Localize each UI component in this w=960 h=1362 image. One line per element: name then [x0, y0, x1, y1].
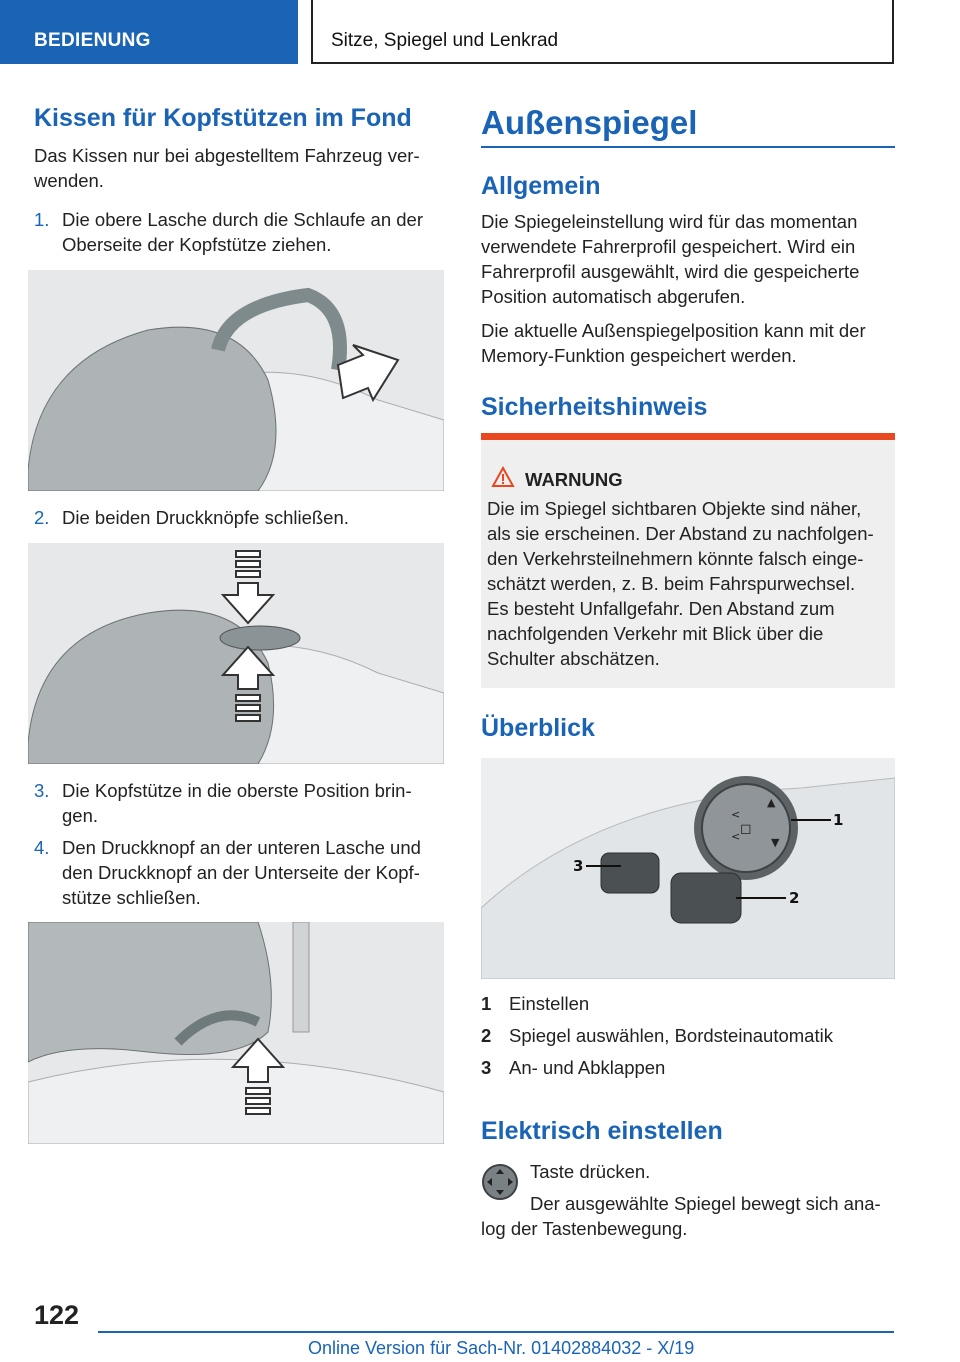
step-4-line-2: den Druckknopf an der Unterseite der Kopf- [62, 862, 420, 883]
callout-2: 2 [789, 889, 800, 907]
allgemein-p2-line-2: Memory-Funktion gespeichert werden. [481, 345, 797, 366]
svg-text:<: < [731, 808, 741, 821]
headrest-illustration-1 [28, 270, 444, 491]
step-3-line-2: gen. [62, 805, 99, 826]
step-4-line-3: stütze schließen. [62, 887, 201, 908]
footer-online-version: Online Version für Sach-Nr. 01402884032 - X/19 [308, 1338, 695, 1358]
elektrisch-line-2: Der ausgewählte Spiegel bewegt sich ana- [530, 1193, 881, 1214]
allgemein-p2-line-1: Die aktuelle Außenspiegelposition kann mit der [481, 320, 866, 341]
allgemein-title: Allgemein [481, 172, 601, 200]
allgemein-p1-line-1: Die Spiegeleinstellung wird für das momentan [481, 211, 858, 232]
allgemein-p1-line-3: Fahrerprofil ausgewählt, wird die gespeicherte [481, 261, 860, 282]
svg-text:◻: ◻ [740, 821, 752, 837]
headrest-illustration-2 [28, 543, 444, 764]
warning-line-3: den Verkehrsteilnehmern könnte falsch einge- [487, 548, 864, 569]
step-2-number: 2. [34, 507, 50, 528]
elektrisch-line-1: Taste drücken. [530, 1161, 651, 1182]
page-number: 122 [34, 1300, 80, 1330]
allgemein-p1-line-2: verwendete Fahrerprofil gespeichert. Wird ein [481, 236, 856, 257]
header-section-tab [0, 0, 298, 64]
mirror-adjust-button-icon [481, 1163, 519, 1201]
mirror-controls-illustration [481, 758, 895, 979]
step-3-line-1: Die Kopfstütze in die oberste Position brin- [62, 780, 412, 801]
step-4-number: 4. [34, 837, 50, 858]
warning-line-4: schätzt werden, z. B. beim Fahrspurwechsel. [487, 573, 856, 594]
callout-1: 1 [833, 811, 844, 829]
legend-text-3: An- und Abklappen [509, 1057, 666, 1078]
callout-3: 3 [573, 857, 584, 875]
warning-line-6: nachfolgenden Verkehr mit Blick über die [487, 623, 824, 644]
step-1-line-2: Oberseite der Kopfstütze ziehen. [62, 234, 332, 255]
allgemein-p1-line-4: Position automatisch abgerufen. [481, 286, 746, 307]
step-3-number: 3. [34, 780, 50, 801]
legend-num-3: 3 [481, 1057, 492, 1078]
warning-line-2: als sie erscheinen. Der Abstand zu nachfolgen- [487, 523, 874, 544]
step-1-number: 1. [34, 209, 50, 230]
legend-text-1: Einstellen [509, 993, 590, 1014]
warning-line-1: Die im Spiegel sichtbaren Objekte sind näher, [487, 498, 862, 519]
right-heading: Außenspiegel [481, 104, 698, 141]
warning-line-7: Schulter abschätzen. [487, 648, 660, 669]
ueberblick-title: Überblick [481, 714, 595, 742]
svg-text:<: < [731, 830, 741, 843]
svg-text:▲: ▲ [767, 796, 776, 809]
intro-line-2: wenden. [34, 170, 104, 191]
step-4-line-1: Den Druckknopf an der unteren Lasche und [62, 837, 421, 858]
warning-box [481, 433, 895, 688]
legend-num-2: 2 [481, 1025, 492, 1046]
header-title: Sitze, Spiegel und Lenkrad [331, 30, 559, 51]
warning-label: WARNUNG [525, 469, 623, 490]
warning-line-5: Es besteht Unfallgefahr. Den Abstand zum [487, 598, 835, 619]
elektrisch-line-3: log der Tastenbewegung. [481, 1218, 688, 1239]
step-2-line-1: Die beiden Druckknöpfe schließen. [62, 507, 349, 528]
intro-line-1: Das Kissen nur bei abgestelltem Fahrzeug ver- [34, 145, 420, 166]
headrest-image-2 [28, 543, 444, 764]
step-1-line-1: Die obere Lasche durch die Schlaufe an der [62, 209, 423, 230]
headrest-image-1 [28, 270, 444, 491]
warning-triangle-icon [491, 466, 515, 488]
header-title-box [311, 0, 894, 64]
legend-text-2: Spiegel auswählen, Bordsteinautomatik [509, 1025, 833, 1046]
elektrisch-title: Elektrisch einstellen [481, 1117, 723, 1145]
sicherheit-title: Sicherheitshinweis [481, 393, 708, 421]
svg-text:▼: ▼ [771, 836, 780, 849]
header-section-label: BEDIENUNG [34, 30, 151, 51]
headrest-image-3 [28, 922, 444, 1144]
footer-rule [98, 1331, 894, 1333]
left-heading: Kissen für Kopfstützen im Fond [34, 104, 412, 132]
heading-underline [481, 146, 895, 148]
headrest-illustration-3 [28, 922, 444, 1144]
mirror-controls-image [481, 758, 895, 979]
legend-num-1: 1 [481, 993, 492, 1014]
